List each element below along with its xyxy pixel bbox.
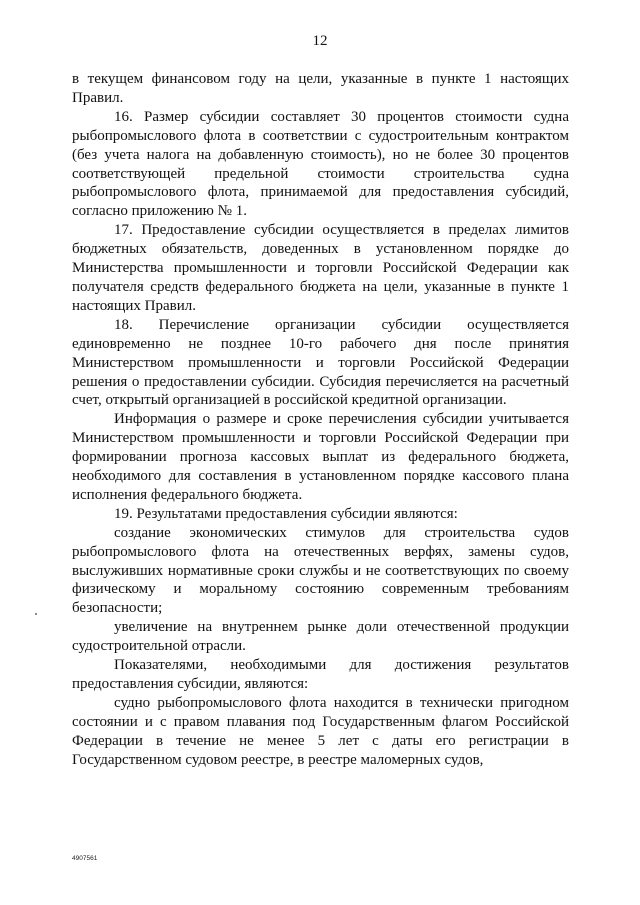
paragraph-indicators: Показателями, необходимыми для достижения результатов предоставления субсидии, являются: xyxy=(72,657,569,692)
page-number: 12 xyxy=(312,33,328,49)
paragraph-payment-info: Информация о размере и сроке перечисления субсидии учитывается Министерством промышленности и торговли Российской Федерации при формировании прогноза кассовых выплат из федерального бюджета, необходимого для составления в установленном порядке кассового плана исполнения федерального бюджета. xyxy=(72,411,569,503)
paragraph-clause-19: 19. Результатами предоставления субсидии являются: xyxy=(114,505,458,522)
paragraph-clause-16: 16. Размер субсидии составляет 30 процентов стоимости судна рыбопромыслового флота в соответствии с судостроительным контрактом (без учета налога на добавленную стоимость), но не более 30 процентов соответствующей предельной стоимости строительства судна рыбопромыслового флота, принимаемой для предоставления субсидий, согласно приложению № 1. xyxy=(72,108,569,220)
paragraph-continuation: в текущем финансовом году на цели, указанные в пункте 1 настоящих Правил. xyxy=(72,71,569,106)
paragraph-clause-18: 18. Перечисление организации субсидии осуществляется единовременно не позднее 10-го рабочего дня после принятия Министерством промышленности и торговли Российской Федерации решения о предоставлении субсидии. Субсидия перечисляется на расчетный счет, открытый организацией в российской кредитной организации. xyxy=(72,316,569,409)
paragraph-result-incentives: создание экономических стимулов для строительства судов рыбопромыслового флота на отечественных верфях, замены судов, выслуживших нормативные сроки службы и не соответствующих по своему физическому и моральному состоянию современным требованиям безопасности; xyxy=(72,524,569,617)
paragraph-result-market-share: увеличение на внутреннем рынке доли отечественной продукции судостроительной отрасли. xyxy=(72,619,569,655)
paragraph-indicator-vessel: судно рыбопромыслового флота находится в технически пригодном состоянии и с правом плавания под Государственным флагом Российской Федерации в течение не менее 5 лет с даты его регистрации в Государственном судовом реестре, в реестре маломерных судов, xyxy=(72,694,569,768)
paragraph-clause-17: 17. Предоставление субсидии осуществляется в пределах лимитов бюджетных обязательств, доведенных в установленном порядке до Министерства промышленности и торговли Российской Федерации как получателя средств федерального бюджета на цели, указанные в пункте 1 настоящих Правил. xyxy=(72,222,569,314)
body-text xyxy=(72,70,569,770)
margin-mark xyxy=(35,613,37,615)
document-id: 4907561 xyxy=(72,855,98,862)
